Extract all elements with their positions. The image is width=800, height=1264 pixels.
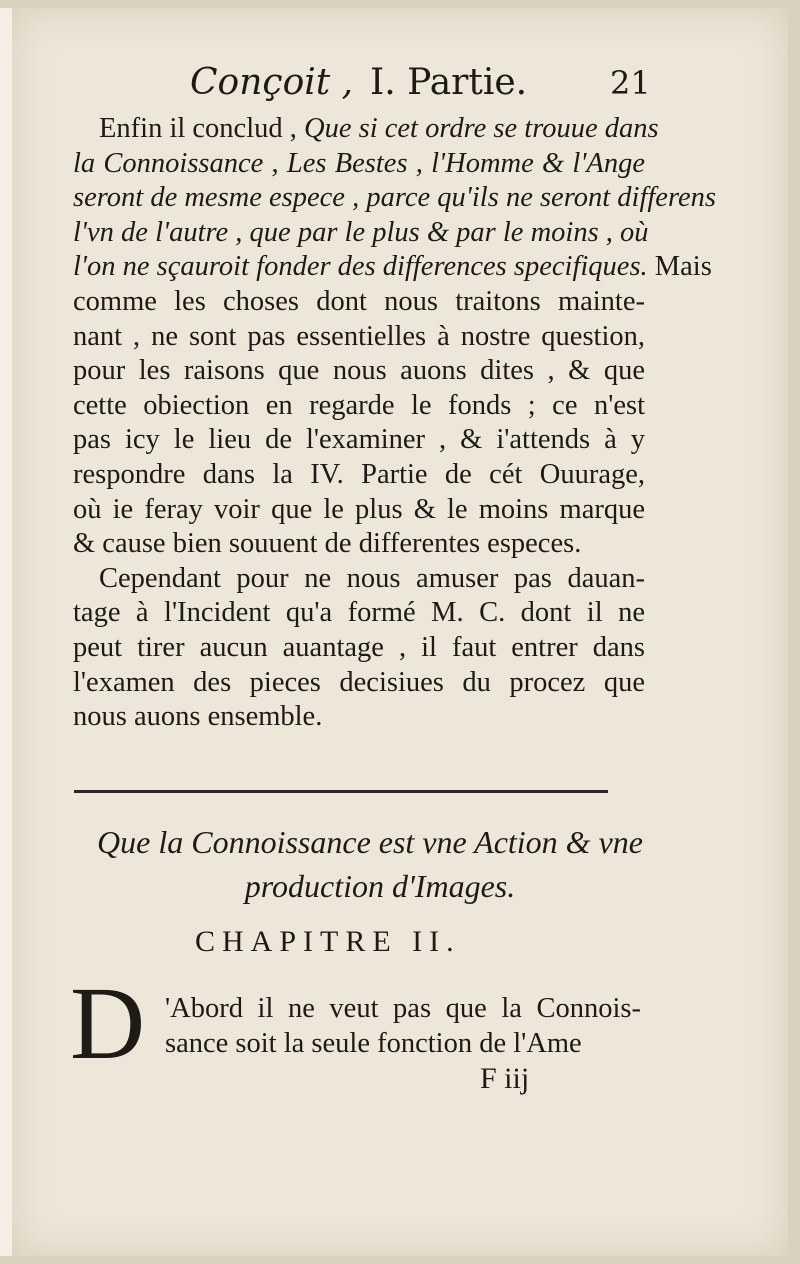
p1-line <box>73 423 645 458</box>
p1-line <box>73 389 645 424</box>
roman-text: nant , ne sont pas essentielles à nostre question, <box>73 320 645 352</box>
opening-line-1: 'Abord il ne veut pas que la Connois- <box>165 993 641 1024</box>
part-label: I. Partie. <box>370 62 528 103</box>
section-divider <box>74 790 608 793</box>
roman-text: pour les raisons que nous auons dites , & que <box>73 355 645 387</box>
body-text <box>73 112 716 735</box>
p1-line <box>73 320 645 355</box>
section-title-line-1: Que la Connoissance est vne Action & vne <box>97 824 643 860</box>
drop-cap: D <box>70 966 146 1081</box>
p1-line <box>73 112 659 147</box>
p2-line <box>73 631 645 666</box>
roman-text: tage à l'Incident qu'a formé M. C. dont il ne <box>73 597 645 629</box>
p2-line <box>73 666 645 701</box>
roman-text: respondre dans la IV. Partie de cét Ouurage, <box>73 458 645 490</box>
p1-line <box>73 147 645 182</box>
paragraph-1 <box>73 112 716 562</box>
roman-text: nous auons ensemble. <box>73 701 323 733</box>
p1-line <box>73 458 645 493</box>
p2-line <box>73 596 645 631</box>
roman-text: Enfin il conclud , <box>99 113 304 144</box>
p1-line <box>73 181 716 216</box>
p1-line <box>73 354 645 389</box>
italic-text: l'on ne sçauroit fonder des differences specifiques. <box>73 251 648 283</box>
paragraph-2 <box>73 562 645 735</box>
signature-mark: F iij <box>480 1062 530 1095</box>
running-title: Conçoit , <box>190 62 354 103</box>
italic-text: la Connoissance , Les Bestes , l'Homme & l'Ange <box>73 147 645 179</box>
section-title-line-2: production d'Images. <box>244 868 516 904</box>
roman-text: l'examen des pieces decisiues du procez que <box>73 666 645 698</box>
chapter-heading: CHAPITRE II. <box>195 925 461 958</box>
page-number: 21 <box>610 64 651 102</box>
p2-line <box>73 562 645 597</box>
p2-line <box>73 700 645 735</box>
running-header <box>180 62 660 112</box>
p1-line <box>73 216 649 251</box>
p1-line <box>73 250 712 285</box>
italic-text: l'vn de l'autre , que par le plus & par le moins , où <box>73 216 649 248</box>
italic-text: Que si cet ordre se trouue dans <box>304 113 659 144</box>
roman-text: peut tirer aucun auantage , il faut entrer dans <box>73 631 645 663</box>
p1-line <box>73 527 645 562</box>
italic-text: seront de mesme espece , parce qu'ils ne seront differens <box>73 182 716 214</box>
section-title <box>80 820 660 908</box>
opening-paragraph <box>165 990 641 1059</box>
roman-text: & cause bien souuent de differentes especes. <box>73 528 582 560</box>
p1-line <box>73 285 645 320</box>
roman-text: Cependant pour ne nous amuser pas dauan- <box>99 562 645 594</box>
roman-text: comme les choses dont nous traitons mainte- <box>73 285 645 317</box>
p1-line <box>73 493 645 528</box>
roman-text: où ie feray voir que le plus & le moins marque <box>73 493 645 525</box>
roman-text: pas icy le lieu de l'examiner , & i'attends à y <box>73 424 645 456</box>
roman-text: cette obiection en regarde le fonds ; ce n'est <box>73 389 645 421</box>
roman-text: Mais <box>647 251 712 283</box>
opening-line-2: sance soit la seule fonction de l'Ame <box>165 1027 582 1059</box>
